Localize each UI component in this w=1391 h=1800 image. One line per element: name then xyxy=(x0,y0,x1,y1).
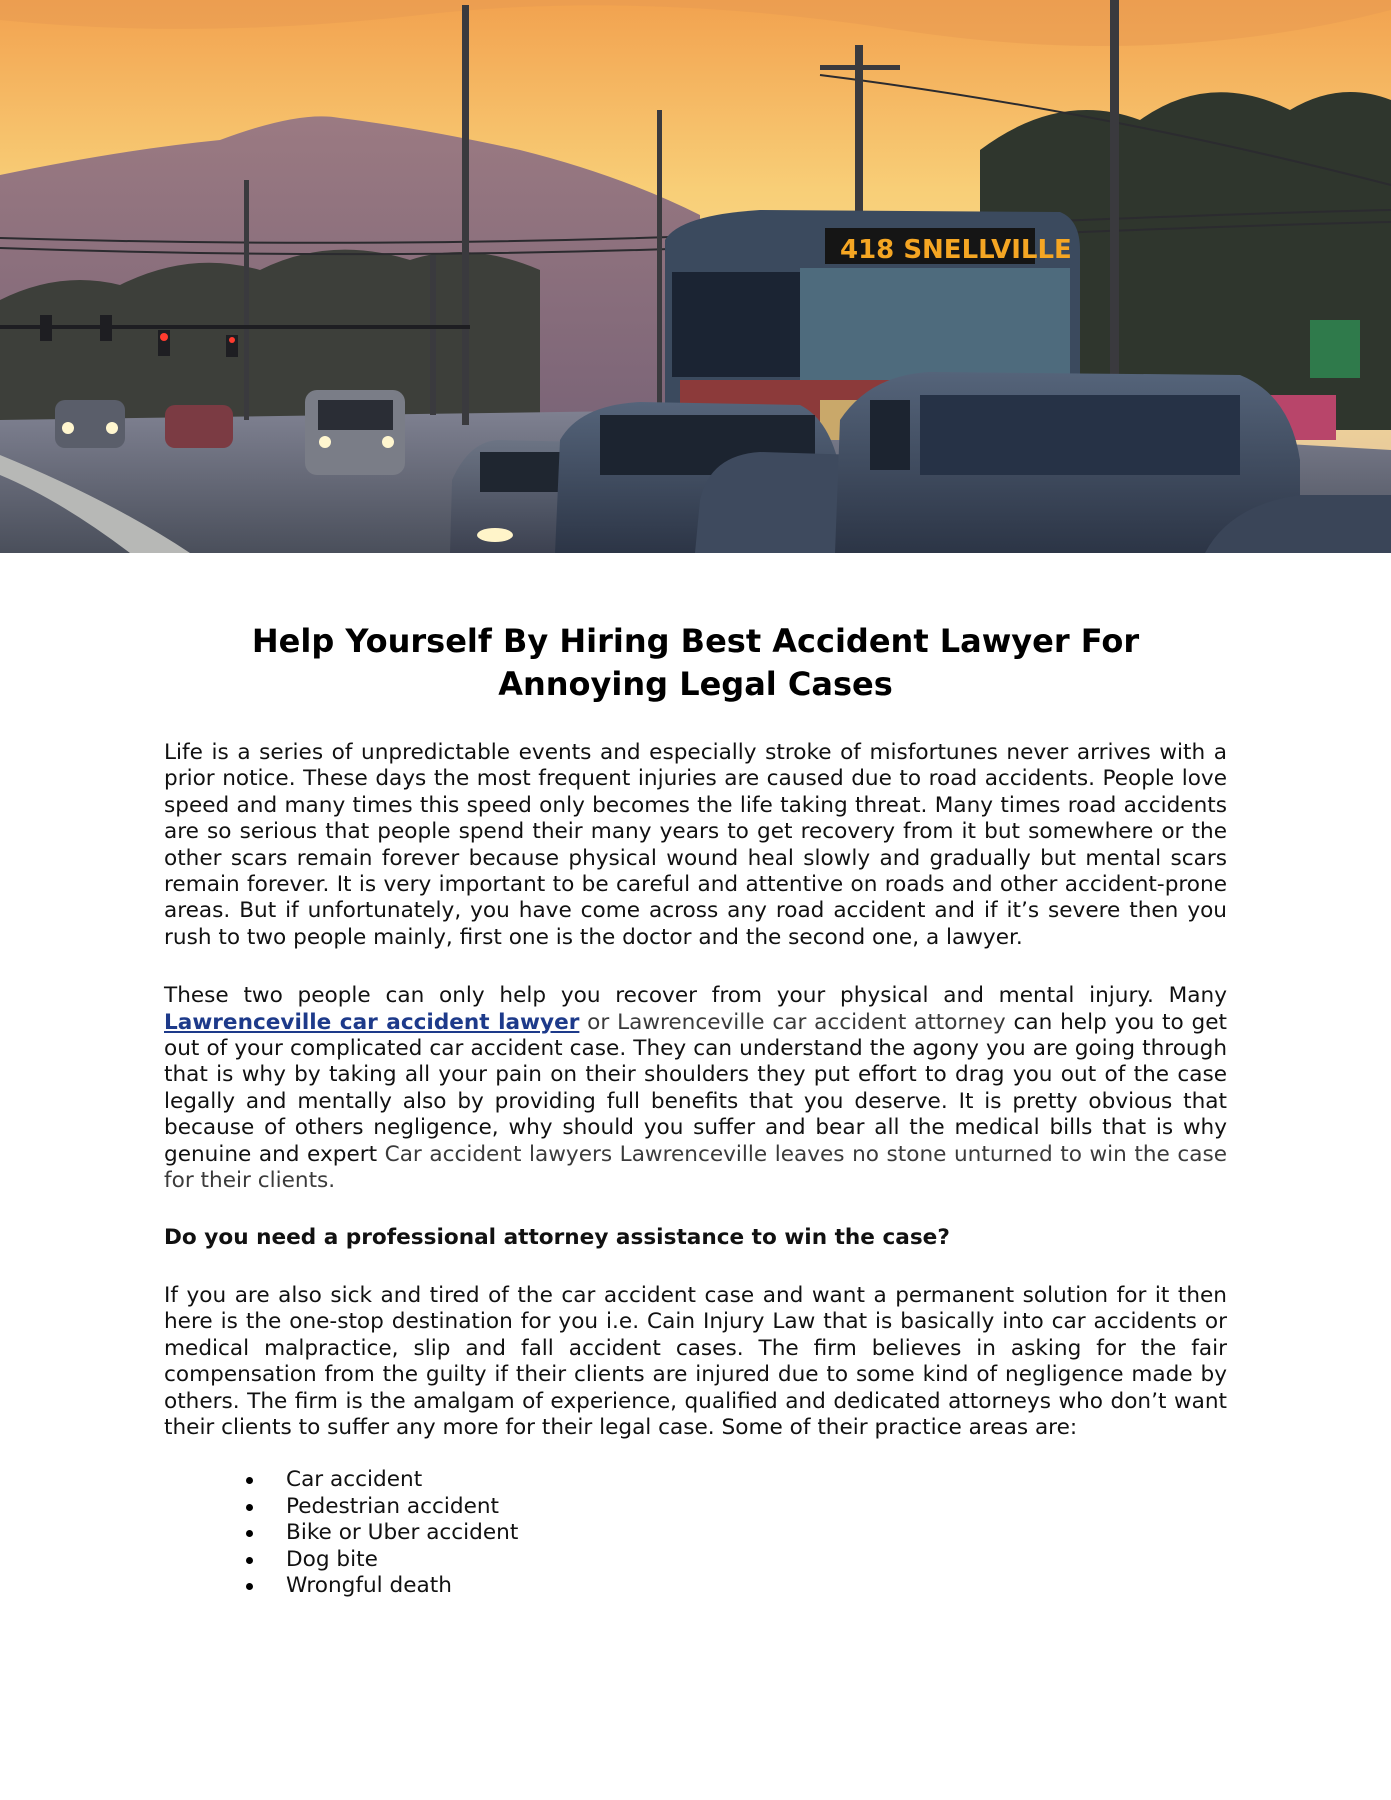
lawrenceville-lawyer-link[interactable]: Lawrenceville car accident lawyer xyxy=(164,1009,580,1035)
list-item-label: Dog bite xyxy=(286,1546,378,1572)
practice-areas-list xyxy=(164,1467,1227,1599)
list-item-label: Bike or Uber accident xyxy=(286,1520,519,1546)
list-item xyxy=(246,1573,1227,1599)
list-item xyxy=(246,1547,1227,1573)
list-item xyxy=(246,1494,1227,1520)
list-item-label: Car accident xyxy=(286,1467,423,1493)
title-line-1: Help Yourself By Hiring Best Accident Lawyer For xyxy=(251,622,1140,660)
bullet-icon xyxy=(246,1557,253,1564)
firm-paragraph: If you are also sick and tired of the car accident case and want a permanent solution for it then here is the one-stop destination for you i.e. Cain Injury Law that is basically into car accidents or medical malpractice, slip and fall accident cases. The firm believes in asking for the fair compensation from the guilty if their clients are injured due to some kind of negligence made by others. The firm is the amalgam of experience, qualified and dedicated attorneys who don’t want their clients to suffer any more for their legal case. Some of their practice areas are: xyxy=(164,1282,1227,1440)
lawyer-paragraph-middle: can help you to get out of your complicated car accident case. They can understand the agony you are going through that is why by taking all your pain on their shoulders they put effort to drag you out of the case legally and mentally also by providing full benefits that you deserve. It is pretty obvious that because of others negligence, why should you suffer and bear all the medical bills that is why genuine and expert xyxy=(164,1009,1227,1167)
page-title xyxy=(164,620,1227,706)
intro-paragraph: Life is a series of unpredictable events and especially stroke of misfortunes never arrives with a prior notice. These days the most frequent injuries are caused due to road accidents. People love speed and many times this speed only becomes the life taking threat. Many times road accidents are so serious that people spend their many years to get recovery from it but somewhere or the other scars remain forever because physical wound heal slowly and gradually but mental scars remain forever. It is very important to be careful and attentive on roads and other accident-prone areas. But if unfortunately, you have come across any road accident and if it’s severe then you rush to two people mainly, first one is the doctor and the second one, a lawyer. xyxy=(164,740,1227,950)
list-item xyxy=(246,1467,1227,1493)
list-item xyxy=(246,1520,1227,1546)
bus-destination-sign: 418 SNELLVILLE xyxy=(840,235,1072,265)
list-item-label: Wrongful death xyxy=(286,1572,452,1598)
bullet-icon xyxy=(246,1504,253,1511)
section-heading: Do you need a professional attorney assistance to win the case? xyxy=(164,1224,950,1250)
lawyers-phrase: Car accident lawyers Lawrenceville leaves no stone unturned to win the case for their clients. xyxy=(164,1141,1227,1194)
bullet-icon xyxy=(246,1583,253,1590)
list-item-label: Pedestrian accident xyxy=(286,1493,500,1519)
hero-photo xyxy=(0,0,1391,553)
title-line-2: Annoying Legal Cases xyxy=(498,665,893,703)
article xyxy=(164,620,1227,1599)
lawyer-paragraph-start: These two people can only help you recover from your physical and mental injury. Many xyxy=(164,983,1227,1009)
attorney-phrase: or Lawrenceville car accident attorney xyxy=(579,1009,1006,1035)
lawyer-paragraph xyxy=(164,983,1227,1194)
traffic-sunset-illustration xyxy=(0,0,1391,553)
bullet-icon xyxy=(246,1477,253,1484)
bullet-icon xyxy=(246,1530,253,1537)
